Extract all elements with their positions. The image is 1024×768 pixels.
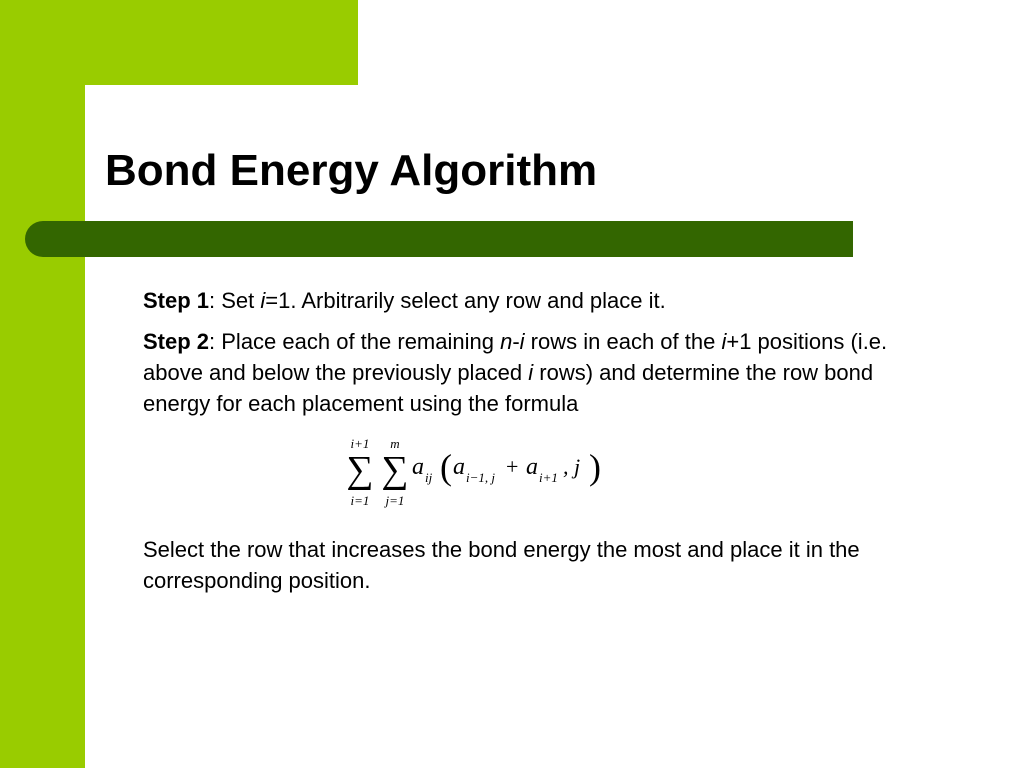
term-a-sub: ij bbox=[425, 470, 433, 485]
plus-sign: + bbox=[506, 454, 519, 479]
bond-energy-formula bbox=[340, 432, 610, 512]
step-2-text: : Place each of the remaining bbox=[209, 329, 501, 354]
sum-2-upper: m bbox=[390, 436, 400, 451]
slide-title: Bond Energy Algorithm bbox=[105, 146, 598, 195]
title-underline-bar bbox=[25, 221, 853, 257]
step-1-text: : Set bbox=[209, 288, 261, 313]
step-2-paragraph bbox=[143, 326, 943, 419]
term-a: a bbox=[412, 454, 424, 480]
close-paren: ) bbox=[589, 447, 601, 487]
step-1-text-2: =1. Arbitrarily select any row and place it. bbox=[265, 288, 666, 313]
sigma-1: ∑ bbox=[346, 449, 374, 491]
open-paren: ( bbox=[440, 447, 452, 487]
var-i: i bbox=[260, 288, 266, 313]
term-a-prev-sub: i−1, j bbox=[466, 470, 495, 485]
var-i: i bbox=[519, 329, 525, 354]
sum-2-lower: j=1 bbox=[385, 493, 405, 508]
slide-body bbox=[143, 285, 943, 429]
step-2-text-3: +1 positions (i.e. above and below the previously placed bbox=[143, 329, 888, 385]
step-1-label: Step 1 bbox=[143, 288, 210, 313]
step-2-label: Step 2 bbox=[143, 329, 210, 354]
var-n: n bbox=[500, 329, 513, 354]
closing-paragraph: Select the row that increases the bond energy the most and place it in the corresponding position. bbox=[143, 537, 860, 593]
sum-1-upper: i+1 bbox=[350, 436, 370, 451]
var-i: i bbox=[721, 329, 727, 354]
var-i: i bbox=[528, 360, 534, 385]
term-a-next: a bbox=[526, 454, 538, 480]
sigma-2: ∑ bbox=[381, 449, 409, 491]
comma-j: , j bbox=[563, 454, 581, 479]
content-corner bbox=[85, 85, 125, 125]
step-2-text-2: rows in each of the bbox=[524, 329, 722, 354]
step-2-dash: - bbox=[512, 329, 520, 354]
step-2-text-4: rows) and determine the row bond energy for each placement using the formula bbox=[143, 360, 874, 416]
term-a-prev: a bbox=[453, 454, 465, 480]
sum-1-lower: i=1 bbox=[350, 493, 370, 508]
accent-side-panel bbox=[0, 0, 85, 768]
step-1-paragraph bbox=[143, 285, 943, 316]
accent-top-panel bbox=[0, 0, 358, 85]
term-a-next-sub: i+1 bbox=[539, 470, 558, 485]
